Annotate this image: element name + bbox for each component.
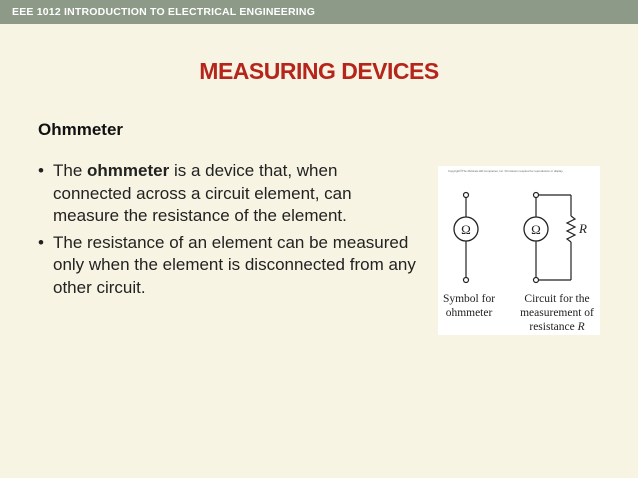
- bullet-bold-term: ohmmeter: [87, 161, 170, 180]
- caption-circuit-line1: Circuit for the: [524, 293, 590, 305]
- bullet-text: The resistance of an element can be measured only when the element is disconnected from any other circuit.: [53, 232, 416, 297]
- omega-symbol: Ω: [461, 222, 471, 237]
- terminal-bottom: [464, 278, 469, 283]
- caption-symbol-line2: ohmmeter: [445, 307, 493, 319]
- course-title: EEE 1012 INTRODUCTION TO ELECTRICAL ENGINEERING: [12, 6, 316, 18]
- caption-circuit-line3: [529, 321, 584, 333]
- bullet-marker: •: [38, 232, 44, 252]
- bullet-item: [38, 232, 418, 300]
- resistor-label: R: [579, 221, 587, 236]
- bullet-text-end: is a device that, when connected across a circuit element, can measure the resistance of the element.: [53, 161, 352, 225]
- caption-circuit-line2: measurement of: [520, 307, 594, 319]
- terminal-top: [464, 193, 469, 198]
- slide-title: MEASURING DEVICES: [199, 58, 439, 84]
- ohmmeter-diagram: [438, 166, 600, 335]
- caption-circuit-prefix: resistance: [529, 321, 578, 333]
- header-bar: [0, 0, 638, 24]
- resistor-zigzag: [567, 216, 575, 242]
- slide-subtitle: Ohmmeter: [38, 120, 124, 139]
- terminal-bottom: [534, 278, 539, 283]
- ohmmeter-symbol: [454, 193, 478, 283]
- terminal-top: [534, 193, 539, 198]
- measurement-circuit: [524, 193, 587, 283]
- copyright-notice: Copyright©The McGraw-Hill Companies, Inc. Permission required for reproduction or display.: [448, 169, 564, 173]
- bullet-marker: •: [38, 161, 44, 180]
- bullet-list: [38, 160, 418, 303]
- bullet-text-start: The: [53, 161, 88, 180]
- ohmmeter-figure: [438, 166, 600, 335]
- caption-symbol-line1: Symbol for: [442, 293, 496, 305]
- bullet-item: [38, 160, 418, 228]
- omega-symbol: Ω: [531, 222, 541, 237]
- caption-circuit-variable: R: [577, 321, 585, 333]
